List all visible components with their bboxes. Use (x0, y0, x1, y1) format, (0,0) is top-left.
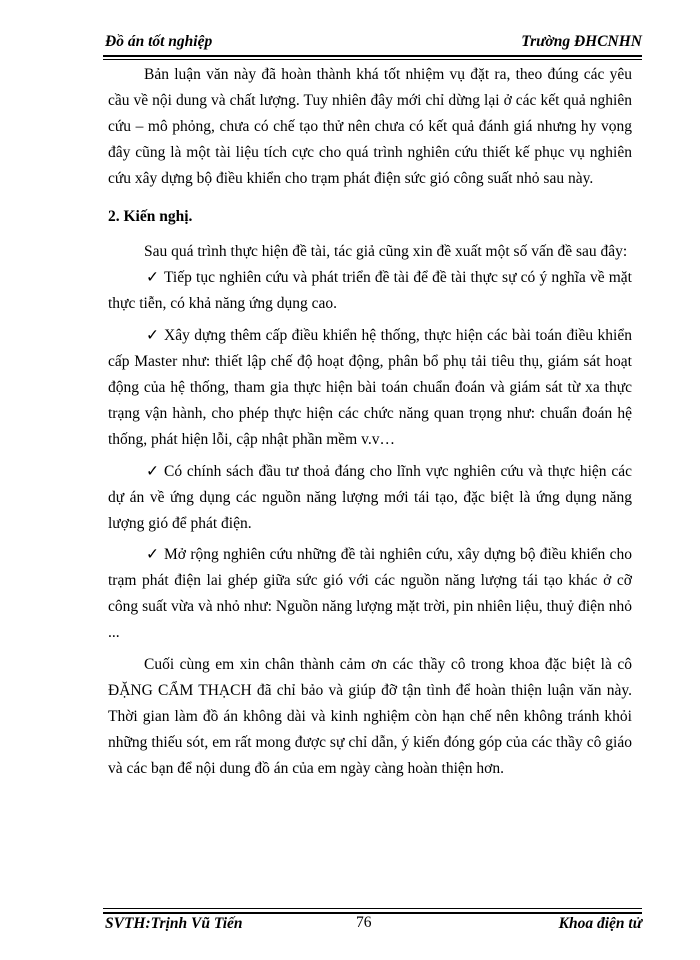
section-title: 2. Kiến nghị. (108, 207, 193, 225)
recommendation-item (108, 265, 632, 317)
check-icon: ✓ (146, 546, 159, 564)
footer-author: SVTH:Trịnh Vũ Tiến (105, 915, 243, 932)
recommendation-text: Xây dựng thêm cấp điều khiển hệ thống, thực hiện các bài toán điều khiển cấp Master như: thiết lập chế độ hoạt động, phân bổ phụ tải tiêu thụ, giám sát hoạt động của hệ thống, tham gia thực hiện bài toán chuẩn đoán và giám sát từ xa thực trạng vận hành, cho phép thực hiện các chức năng quan trọng như: chuẩn đoán hệ thống, phát hiện lỗi, cập nhật phần mềm v.v… (108, 327, 632, 448)
recommendation-item (108, 542, 632, 646)
check-icon: ✓ (146, 462, 159, 480)
page-footer (103, 908, 642, 933)
closing-paragraph: Cuối cùng em xin chân thành cảm ơn các thầy cô trong khoa đặc biệt là cô ĐẶNG CẨM THẠCH đã chỉ bảo và giúp đỡ tận tình để hoàn thiện luận văn này. Thời gian làm đồ án không dài và kinh nghiệm còn hạn chế nên không tránh khỏi những thiếu sót, em rất mong được sự chỉ dẫn, ý kiến đóng góp của các thầy cô giáo và các bạn để nội dung đồ án của em ngày càng hoàn thiện hơn. (108, 656, 632, 777)
page-header (103, 33, 642, 57)
header-right-title: Trường ĐHCNHN (521, 33, 642, 50)
recommendation-text: Tiếp tục nghiên cứu và phát triển đề tài để đề tài thực sự có ý nghĩa về mặt thực tiễn, có khả năng ứng dụng cao. (108, 269, 632, 313)
recommendation-item (108, 459, 632, 537)
lead-paragraph: Sau quá trình thực hiện đề tài, tác giả cũng xin đề xuất một số vấn đề sau đây: (144, 243, 628, 261)
recommendation-text: Có chính sách đầu tư thoả đáng cho lĩnh vực nghiên cứu và thực hiện các dự án về ứng dụng các nguồn năng lượng mới tái tạo, đặc biệt là ứng dụng năng lượng gió để phát điện. (108, 462, 632, 532)
header-left-title: Đồ án tốt nghiệp (105, 33, 213, 50)
recommendation-item (108, 323, 632, 453)
page-body (108, 62, 632, 782)
check-icon: ✓ (146, 269, 159, 287)
intro-paragraph: Bản luận văn này đã hoàn thành khá tốt nhiệm vụ đặt ra, theo đúng các yêu cầu về nội dung và chất lượng. Tuy nhiên đây mới chỉ dừng lại ở các kết quả nghiên cứu – mô phỏng, chưa có chế tạo thử nên chưa có kết quả đánh giá nhưng hy vọng đây cũng là một tài liệu tích cực cho quá trình nghiên cứu thiết kế phục vụ nghiên cứu xây dựng bộ điều khiển cho trạm phát điện sức gió công suất nhỏ sau này. (108, 66, 632, 187)
footer-department: Khoa điện tử (558, 915, 642, 932)
check-icon: ✓ (146, 327, 159, 345)
page-number: 76 (356, 914, 372, 931)
recommendation-text: Mở rộng nghiên cứu những đề tài nghiên cứu, xây dựng bộ điều khiển cho trạm phát điện lai ghép giữa sức gió với các nguồn năng lượng tái tạo khác ở cỡ công suất vừa và nhỏ như: Nguồn năng lượng mặt trời, pin nhiên liệu, thuỷ điện nhỏ ... (108, 546, 632, 642)
